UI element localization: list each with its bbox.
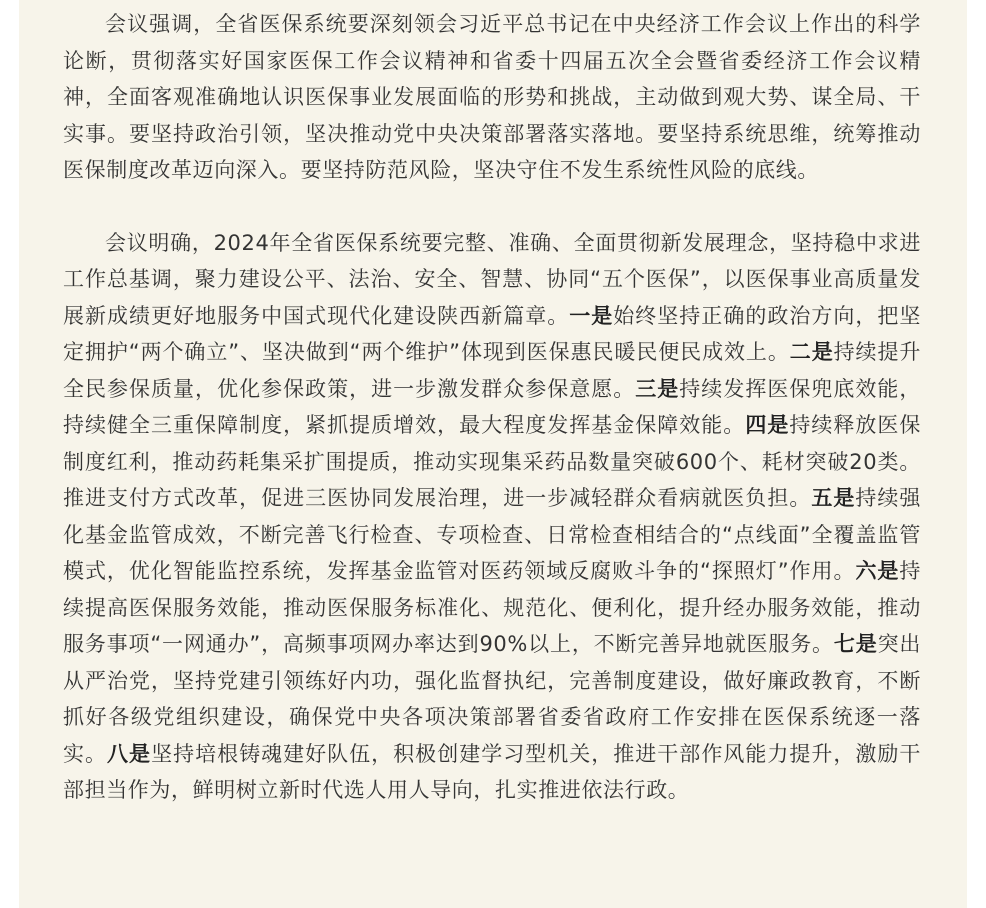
- item-ordinal: 三是: [635, 376, 680, 401]
- item-ordinal: 六是: [855, 559, 900, 583]
- paragraph-text: 始终坚持正确的政治方向，把坚定拥护“两个确立”、坚决做到“两个维护”体现到医保惠民暖民便民成效上。: [63, 303, 921, 364]
- paragraph-text: 持续提升全民参保质量，优化参保政策，进一步激发群众参保意愿。: [63, 340, 921, 401]
- paragraph-text: 坚持培根铸魂建好队伍，积极创建学习型机关，推进干部作风能力提升，激励干部担当作为，鲜明树立新时代选人用人导向，扎实推进依法行政。: [63, 741, 922, 802]
- item-ordinal: 四是: [745, 413, 790, 437]
- paragraph-text: 突出从严治党，坚持党建引领练好内功，强化监督执纪，完善制度建设，做好廉政教育，不断抓好各级党组织建设，确保党中央各项决策部署省委省政府工作安排在医保系统逐一落实。: [63, 632, 921, 766]
- item-ordinal: 七是: [833, 632, 878, 656]
- paragraph-text: 持续释放医保制度红利，推动药耗集采扩围提质，推动实现集采药品数量突破600个、耗材突破20类。推进支付方式改革，促进三医协同发展治理，进一步减轻群众看病就医负担。: [63, 413, 921, 510]
- paragraph-text: 持续发挥医保兜底效能，持续健全三重保障制度，紧抓提质增效，最大程度发挥基金保障效能。: [63, 376, 921, 437]
- item-ordinal: 一是: [569, 303, 614, 328]
- paragraph-text: 会议强调，全省医保系统要深刻领会习近平总书记在中央经济工作会议上作出的科学论断，贯彻落实好国家医保工作会议精神和省委十四届五次全会暨省委经济工作会议精神，全面客观准确地认识医保事业发展面临的形势和挑战，主动做到观大势、谋全局、干实事。要坚持政治引领，坚决推动党中央决策部署落实落地。要坚持系统思维，统筹推动医保制度改革迈向深入。要坚持防范风险，坚决守住不发生系统性风险的底线。: [63, 12, 921, 182]
- paragraph-text: 会议明确，2024年全省医保系统要完整、准确、全面贯彻新发展理念，坚持稳中求进工作总基调，聚力建设公平、法治、安全、智慧、协同“五个医保”，以医保事业高质量发展新成绩更好地服务中国式现代化建设陕西新篇章。: [63, 230, 921, 328]
- paragraph-meeting-emphasis: [63, 6, 921, 189]
- item-ordinal: 八是: [107, 741, 152, 766]
- paragraph-text: 持续提高医保服务效能，推动医保服务标准化、规范化、便利化，提升经办服务效能，推动服务事项“一网通办”，高频事项网办率达到90%以上，不断完善异地就医服务。: [63, 559, 921, 656]
- paragraph-meeting-tasks: [63, 225, 921, 809]
- paragraph-text: 持续强化基金监管成效，不断完善飞行检查、专项检查、日常检查相结合的“点线面”全覆盖监管模式，优化智能监控系统，发挥基金监管对医药领域反腐败斗争的“探照灯”作用。: [63, 486, 921, 583]
- item-ordinal: 二是: [789, 340, 834, 364]
- item-ordinal: 五是: [811, 486, 856, 510]
- article-body: [19, 0, 967, 908]
